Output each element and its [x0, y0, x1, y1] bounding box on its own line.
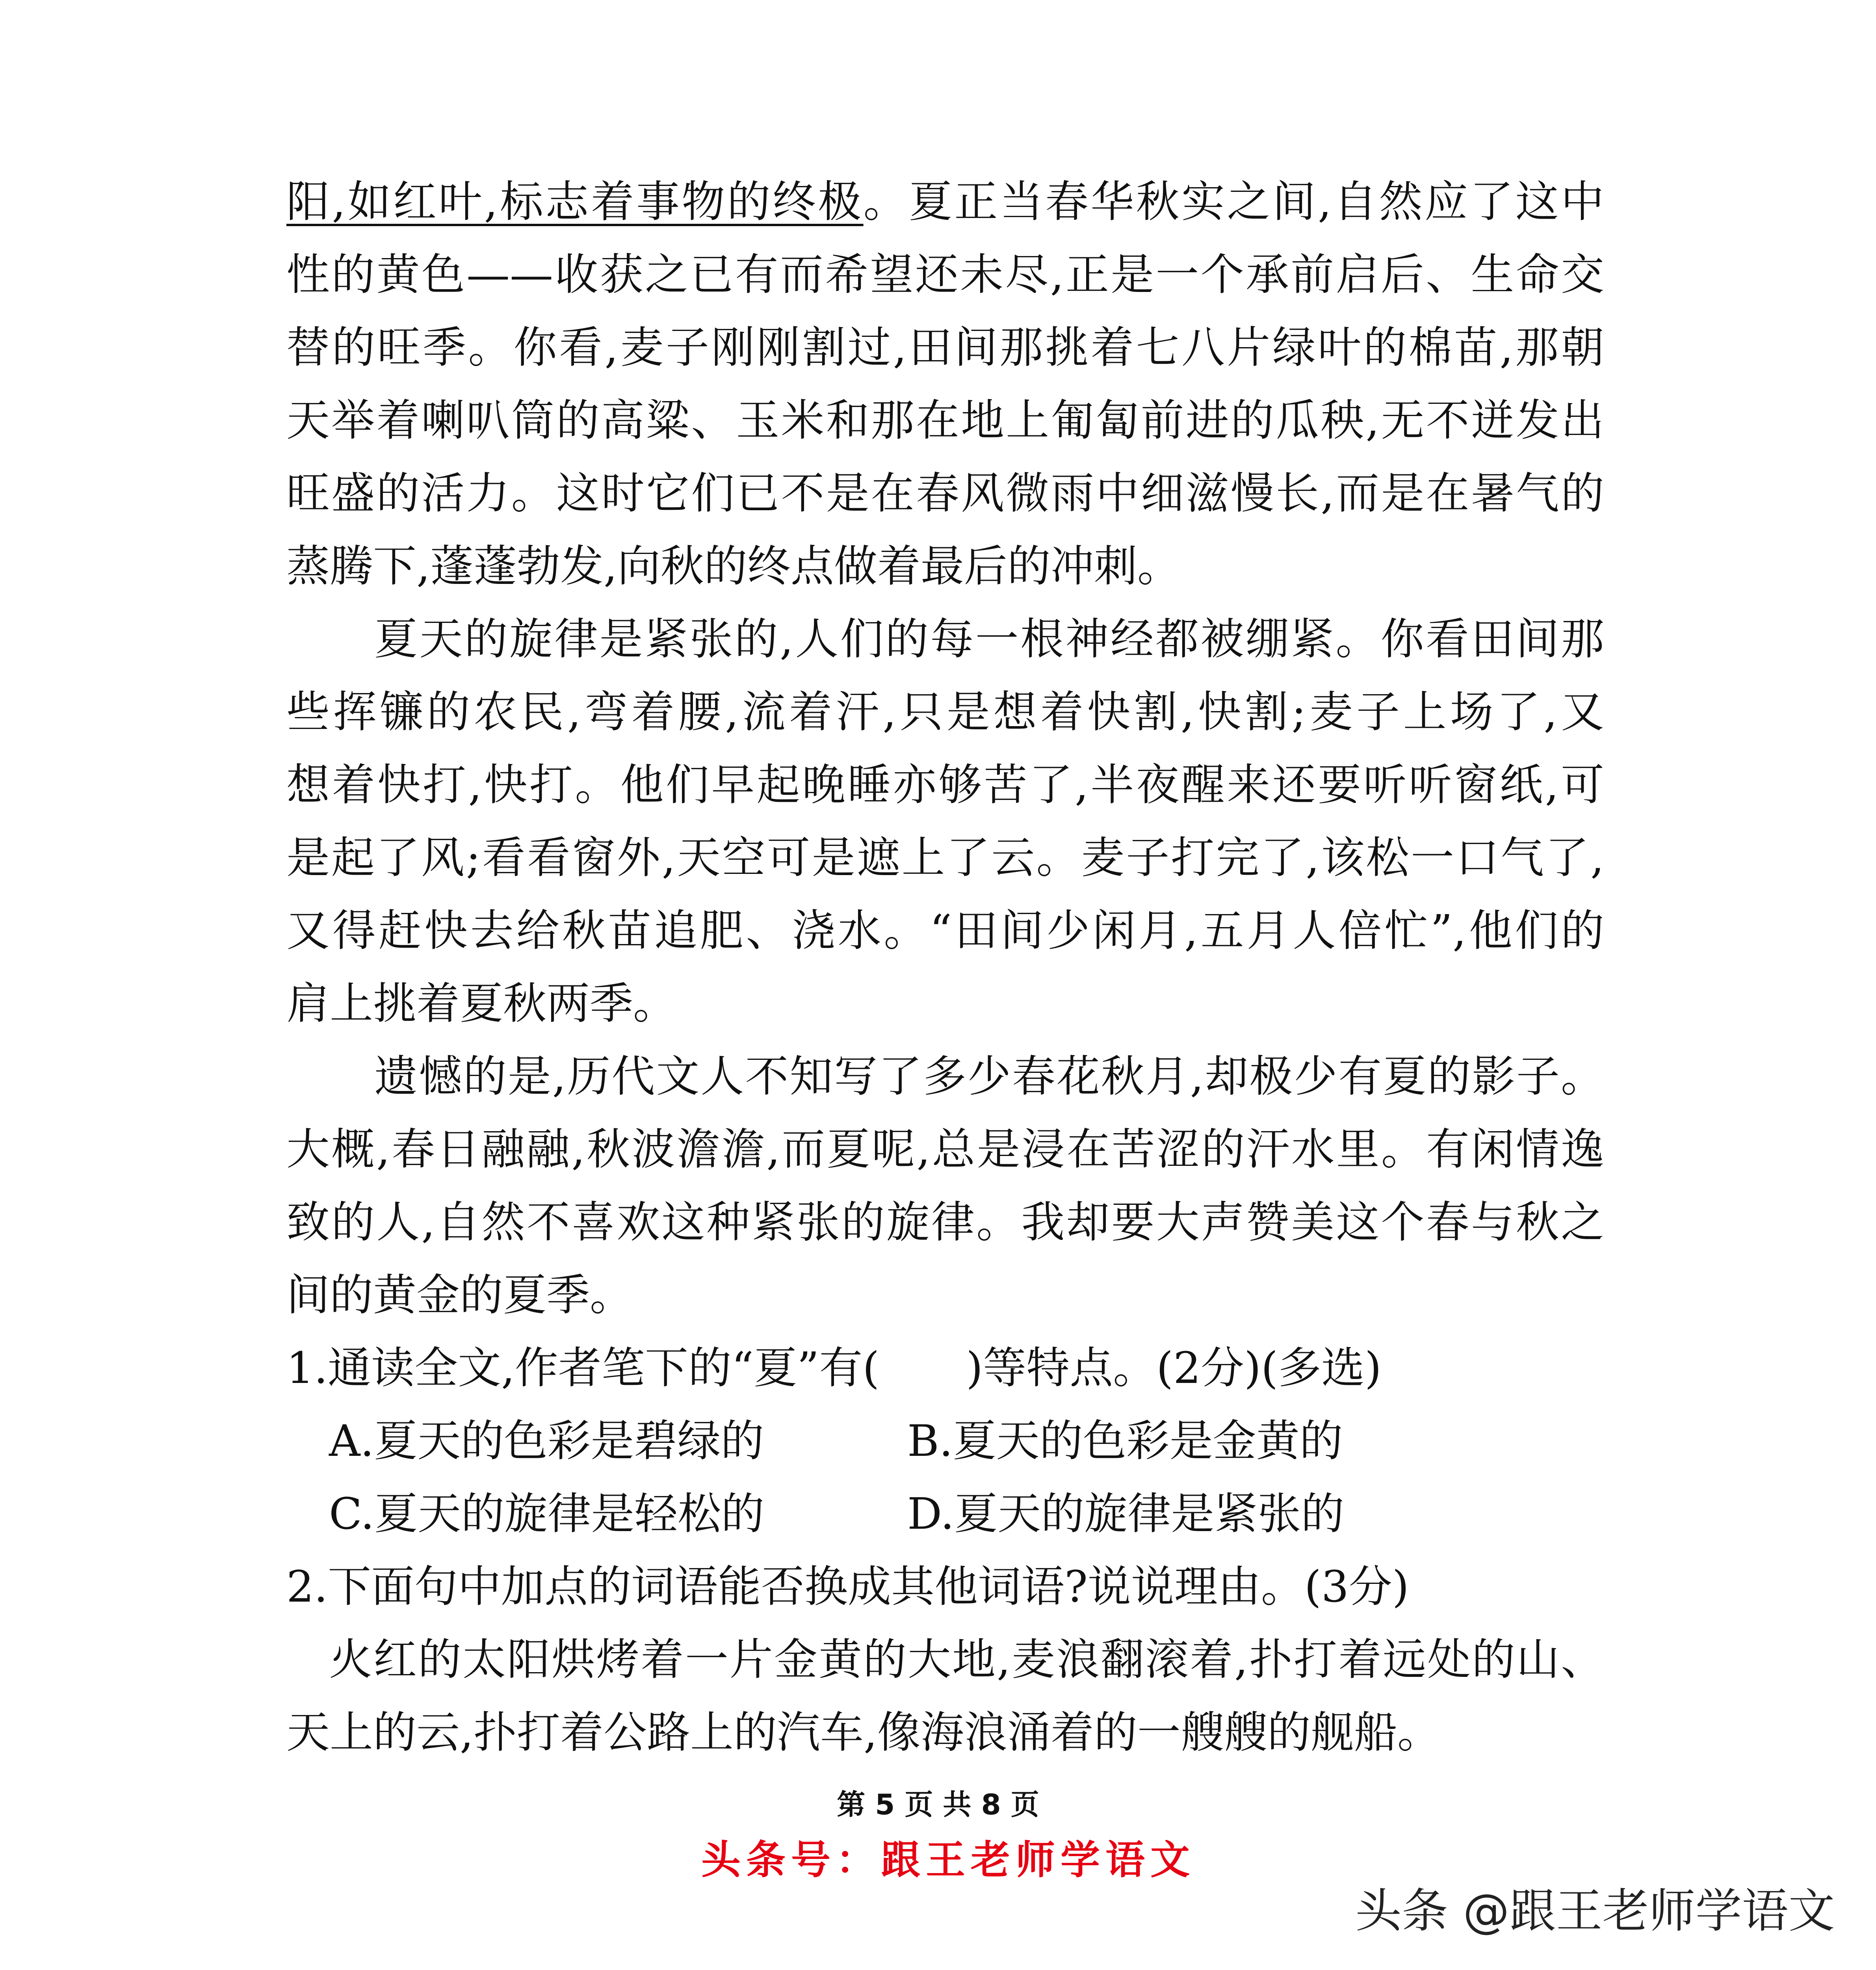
- page-number: 第 5 页 共 8 页: [837, 1788, 1039, 1821]
- passage-line: 想着快打,快打。他们早起晚睡亦够苦了,半夜醒来还要听听窗纸,可: [286, 760, 1604, 810]
- option-d: D.夏天的旋律是紧张的: [907, 1489, 1345, 1539]
- passage-line: 又得赶快去给秋苗追肥、浇水。“田间少闲月,五月人倍忙”,他们的: [286, 905, 1604, 956]
- option-a: A.夏天的色彩是碧绿的: [329, 1416, 764, 1466]
- underlined-sentence: 阳,如红叶,标志着事物的终极: [286, 177, 864, 227]
- passage-line: 天举着喇叭筒的高粱、玉米和那在地上匍匐前进的瓜秧,无不迸发出: [286, 395, 1604, 446]
- options-row: [0, 1478, 1876, 1550]
- passage-line: 肩上挑着夏秋两季。: [286, 978, 676, 1029]
- passage-line: 阳,如红叶,标志着事物的终极。夏正当春华秋实之间,自然应了这中: [286, 177, 1605, 227]
- passage-line: 些挥镰的农民,弯着腰,流着汗,只是想着快割,快割;麦子上场了,又: [286, 687, 1604, 737]
- option-b: B.夏天的色彩是金黄的: [907, 1416, 1343, 1466]
- options-row: [0, 1405, 1876, 1478]
- option-c: C.夏天的旋律是轻松的: [329, 1489, 765, 1539]
- passage-line: 致的人,自然不喜欢这种紧张的旋律。我却要大声赞美这个春与秋之: [286, 1197, 1604, 1247]
- question-2: 2.下面句中加点的词语能否换成其他词语?说说理由。(3分): [286, 1561, 1409, 1612]
- watermark: 头条 @跟王老师学语文: [1355, 1884, 1835, 1938]
- passage-line: 遗憾的是,历代文人不知写了多少春花秋月,却极少有夏的影子。: [374, 1051, 1604, 1102]
- passage-line: 大概,春日融融,秋波澹澹,而夏呢,总是浸在苦涩的汗水里。有闲情逸: [286, 1124, 1604, 1175]
- passage-line: 替的旺季。你看,麦子刚刚割过,田间那挑着七八片绿叶的棉苗,那朝: [286, 322, 1604, 373]
- quote-line: 火红的太阳烘烤着一片金黄的大地,麦浪翻滚着,扑打着远处的山、: [329, 1634, 1604, 1685]
- quote-line: 天上的云,扑打着公路上的汽车,像海浪涌着的一艘艘的舰船。: [286, 1707, 1441, 1758]
- passage-line: 夏天的旋律是紧张的,人们的每一根神经都被绷紧。你看田间那: [374, 614, 1604, 664]
- passage-line: 间的黄金的夏季。: [286, 1270, 633, 1320]
- passage-line: 是起了风;看看窗外,天空可是遮上了云。麦子打完了,该松一口气了,: [286, 833, 1604, 883]
- question-1: 1.通读全文,作者笔下的“夏”有( )等特点。(2分)(多选): [286, 1343, 1382, 1393]
- passage-line: 性的黄色——收获之已有而希望还未尽,正是一个承前启后、生命交: [286, 249, 1604, 300]
- passage-line: 旺盛的活力。这时它们已不是在春风微雨中细滋慢长,而是在暑气的: [286, 468, 1604, 519]
- passage-line: 蒸腾下,蓬蓬勃发,向秋的终点做着最后的冲刺。: [286, 541, 1181, 591]
- toutiao-label: 头条号：跟王老师学语文: [701, 1836, 1195, 1883]
